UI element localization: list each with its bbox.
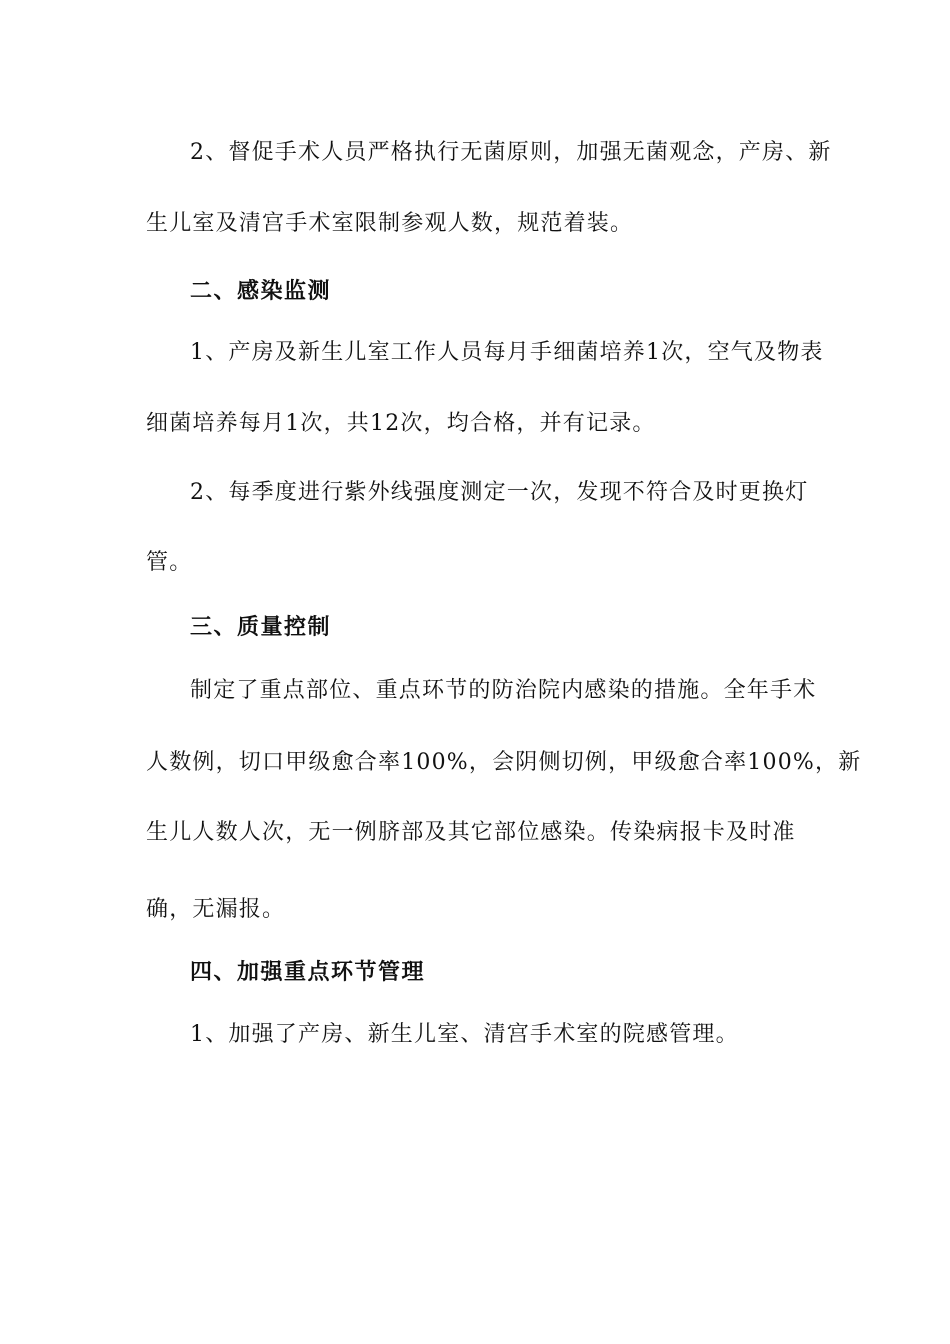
paragraph-line: 生儿人数人次，无一例脐部及其它部位感染。传染病报卡及时准 — [146, 820, 796, 845]
paragraph-line: 2、每季度进行紫外线强度测定一次，发现不符合及时更换灯 — [190, 480, 809, 505]
paragraph-line: 制定了重点部位、重点环节的防治院内感染的措施。全年手术 — [190, 678, 817, 703]
paragraph-line: 确，无漏报。 — [146, 897, 286, 922]
paragraph-line: 管。 — [146, 550, 193, 575]
section-heading: 二、感染监测 — [190, 278, 332, 304]
paragraph-line: 1、加强了产房、新生儿室、清宫手术室的院感管理。 — [190, 1022, 739, 1047]
section-heading: 三、质量控制 — [190, 614, 332, 640]
paragraph-line: 生儿室及清宫手术室限制参观人数，规范着装。 — [146, 211, 634, 236]
section-heading: 四、加强重点环节管理 — [190, 959, 426, 985]
paragraph-line: 细菌培养每月1次，共12次，均合格，并有记录。 — [146, 411, 656, 436]
paragraph-line: 人数例，切口甲级愈合率100%，会阴侧切例，甲级愈合率100%，新 — [146, 750, 862, 775]
paragraph-line: 1、产房及新生儿室工作人员每月手细菌培养1次，空气及物表 — [190, 340, 824, 365]
paragraph-line: 2、督促手术人员严格执行无菌原则，加强无菌观念，产房、新 — [190, 140, 832, 165]
